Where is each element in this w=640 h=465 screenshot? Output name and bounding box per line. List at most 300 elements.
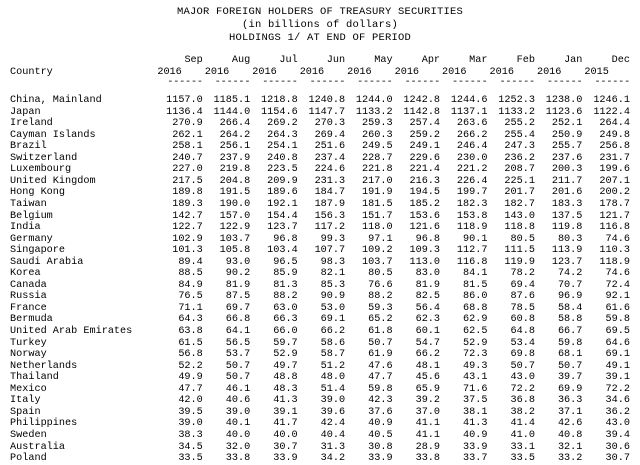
row-value-3: 90.9: [320, 291, 346, 303]
row-value-8: 50.7: [557, 360, 583, 372]
header-country-label: Country: [10, 66, 53, 78]
row-value-5: 229.6: [409, 152, 441, 164]
row-value-6: 43.1: [463, 372, 488, 384]
row-value-8: 40.8: [557, 429, 583, 441]
row-country: France: [10, 302, 47, 314]
row-country: Russia: [10, 291, 47, 303]
header-year-0: 2016: [157, 66, 182, 78]
row-value-2: 88.2: [273, 291, 298, 303]
table-row: [10, 291, 632, 303]
row-value-7: 236.2: [504, 152, 535, 164]
row-value-7: 36.8: [510, 395, 535, 407]
row-value-0: 38.3: [178, 429, 203, 441]
row-value-3: 85.3: [320, 279, 346, 291]
row-value-3: 39.6: [320, 406, 346, 418]
row-value-7: 69.4: [510, 279, 535, 291]
row-value-4: 260.3: [362, 129, 393, 141]
table-row: [10, 118, 632, 130]
row-value-3: 237.4: [314, 152, 346, 164]
row-value-1: 40.0: [225, 429, 251, 441]
row-value-9: 110.3: [599, 245, 630, 257]
row-value-4: 42.3: [368, 395, 393, 407]
row-value-1: 53.7: [225, 349, 251, 361]
row-country: Norway: [10, 349, 47, 361]
row-value-4: 97.1: [368, 233, 393, 245]
row-value-1: 90.2: [225, 268, 251, 280]
row-value-6: 86.0: [463, 291, 488, 303]
row-value-8: 200.3: [551, 164, 583, 176]
table-body: [10, 55, 632, 465]
table-row: [10, 338, 632, 350]
rule-1: ------: [214, 77, 251, 89]
row-value-4: 61.9: [368, 349, 393, 361]
row-value-3: 53.0: [320, 302, 346, 314]
row-value-6: 90.1: [463, 233, 488, 245]
row-country: Korea: [10, 268, 41, 280]
header-country-blank: [10, 55, 157, 67]
row-value-2: 269.2: [267, 118, 298, 130]
row-value-4: 47.6: [368, 360, 393, 372]
row-value-6: 153.8: [456, 210, 488, 222]
row-country: Germany: [10, 233, 53, 245]
row-value-0: 122.7: [172, 222, 203, 234]
row-value-1: 87.5: [225, 291, 251, 303]
row-value-8: 96.9: [557, 291, 583, 303]
row-value-2: 81.3: [273, 279, 298, 291]
table-row: [10, 130, 632, 142]
row-value-7: 50.7: [510, 360, 535, 372]
row-value-6: 41.3: [463, 418, 488, 430]
row-value-8: 237.6: [551, 152, 583, 164]
header-month-2: Jul: [279, 55, 298, 66]
row-value-5: 153.6: [409, 210, 441, 222]
row-value-3: 58.7: [320, 349, 346, 361]
header-year-4: 2016: [347, 66, 372, 78]
rule-8: ------: [546, 77, 583, 89]
row-value-3: 251.6: [314, 141, 346, 153]
header-year-6: 2016: [442, 66, 467, 78]
row-value-3: 99.3: [320, 233, 346, 245]
row-value-0: 189.3: [172, 199, 203, 211]
row-value-5: 37.0: [415, 406, 441, 418]
row-value-5: 66.2: [415, 349, 441, 361]
row-value-1: 46.1: [225, 383, 251, 395]
row-country: Cayman Islands: [10, 129, 96, 141]
row-value-0: 217.5: [172, 175, 203, 187]
row-value-0: 39.0: [178, 418, 203, 430]
table-row: [10, 326, 632, 338]
row-value-2: 189.6: [267, 187, 298, 199]
row-value-2: 33.9: [273, 453, 298, 465]
row-value-5: 1142.8: [403, 106, 441, 118]
row-value-1: 266.4: [219, 118, 251, 130]
row-value-1: 33.8: [225, 453, 251, 465]
row-value-1: 40.6: [225, 395, 251, 407]
row-country: Australia: [10, 441, 66, 453]
row-value-7: 1252.3: [498, 95, 535, 107]
row-value-8: 1123.6: [545, 106, 583, 118]
rule-blank: [10, 78, 157, 88]
table-row: [10, 303, 632, 315]
table-row: [10, 95, 632, 107]
row-country: United Arab Emirates: [10, 326, 133, 338]
row-value-3: 48.0: [320, 372, 346, 384]
row-value-1: 32.0: [225, 441, 251, 453]
row-value-1: 256.1: [219, 141, 251, 153]
row-value-3: 31.3: [320, 441, 346, 453]
table-row: [10, 107, 632, 119]
row-value-0: 270.9: [172, 118, 203, 130]
row-value-5: 121.6: [409, 222, 441, 234]
row-value-4: 30.8: [368, 441, 393, 453]
row-country: Ireland: [10, 118, 53, 130]
row-value-1: 157.0: [219, 210, 251, 222]
document-title-block: [8, 6, 632, 45]
row-value-8: 201.6: [551, 187, 583, 199]
row-value-2: 48.3: [273, 383, 298, 395]
row-value-6: 1137.1: [450, 106, 488, 118]
row-value-1: 39.0: [225, 406, 251, 418]
row-value-9: 1246.1: [593, 95, 630, 107]
row-value-8: 123.7: [551, 256, 583, 268]
row-value-4: 1133.2: [355, 106, 393, 118]
header-month-8: Jan: [564, 55, 583, 66]
header-month-3: Jun: [326, 55, 346, 66]
row-value-4: 76.6: [368, 279, 393, 291]
row-country: India: [10, 222, 41, 234]
rule-2: ------: [262, 77, 298, 89]
row-value-3: 187.9: [314, 199, 346, 211]
row-value-9: 178.7: [599, 199, 630, 211]
row-value-8: 42.6: [557, 418, 583, 430]
table-row: [10, 361, 632, 373]
row-value-2: 254.1: [267, 141, 298, 153]
row-value-5: 257.4: [409, 118, 441, 130]
row-country: Thailand: [10, 372, 59, 384]
row-value-2: 192.1: [267, 199, 298, 211]
table-row: [10, 268, 632, 280]
row-value-3: 51.4: [320, 383, 346, 395]
row-value-1: 81.9: [225, 279, 251, 291]
row-country: Bermuda: [10, 314, 53, 326]
row-value-2: 123.7: [267, 222, 298, 234]
table-row: [10, 349, 632, 361]
row-value-4: 80.5: [368, 268, 393, 280]
row-value-7: 255.4: [504, 129, 535, 141]
row-value-5: 65.9: [415, 383, 441, 395]
row-value-7: 43.0: [510, 372, 535, 384]
row-value-8: 1238.0: [545, 95, 583, 107]
row-value-1: 105.8: [219, 245, 251, 257]
row-value-8: 39.7: [557, 372, 583, 384]
row-value-0: 56.8: [178, 349, 203, 361]
row-value-5: 113.0: [409, 256, 441, 268]
table-row: [10, 153, 632, 165]
row-value-1: 264.2: [219, 129, 251, 141]
row-value-3: 66.2: [320, 326, 346, 338]
row-value-6: 33.9: [463, 441, 488, 453]
table-row: [10, 211, 632, 223]
row-country: Turkey: [10, 337, 47, 349]
row-value-4: 191.9: [362, 187, 393, 199]
row-value-6: 221.2: [456, 164, 488, 176]
header-year-9: 2015: [584, 66, 609, 78]
row-value-0: 142.7: [172, 210, 203, 222]
row-value-1: 93.0: [225, 256, 251, 268]
row-value-6: 33.7: [463, 453, 488, 465]
row-value-0: 33.5: [178, 453, 203, 465]
row-value-1: 190.0: [219, 199, 251, 211]
row-value-7: 208.7: [504, 164, 535, 176]
row-value-3: 269.4: [314, 129, 346, 141]
header-year-2: 2016: [252, 66, 277, 78]
header-month-6: Mar: [469, 55, 488, 66]
row-value-9: 61.6: [605, 302, 630, 314]
rule-4: ------: [357, 77, 393, 89]
row-value-8: 36.3: [557, 395, 583, 407]
row-country: Sweden: [10, 429, 47, 441]
row-value-7: 255.2: [504, 118, 535, 130]
row-value-7: 182.7: [504, 199, 535, 211]
row-value-6: 71.6: [463, 383, 488, 395]
row-value-4: 103.7: [362, 256, 393, 268]
table-row: [10, 407, 632, 419]
row-value-7: 53.4: [510, 337, 535, 349]
row-value-7: 33.5: [510, 453, 535, 465]
row-country: Hong Kong: [10, 187, 66, 199]
row-value-9: 231.7: [599, 152, 630, 164]
row-value-9: 199.6: [599, 164, 630, 176]
row-value-1: 50.7: [225, 372, 251, 384]
row-value-0: 64.3: [178, 314, 203, 326]
table-row: [10, 430, 632, 442]
row-value-9: 249.8: [599, 129, 630, 141]
row-value-6: 49.3: [463, 360, 488, 372]
row-value-8: 33.2: [557, 453, 583, 465]
row-value-6: 40.9: [463, 429, 488, 441]
row-value-4: 88.2: [368, 291, 393, 303]
rule-3: ------: [309, 77, 346, 89]
header-year-5: 2016: [394, 66, 420, 78]
row-value-5: 96.8: [415, 233, 441, 245]
row-value-6: 266.2: [456, 129, 488, 141]
row-value-7: 143.0: [504, 210, 535, 222]
table-row: [10, 234, 632, 246]
row-value-5: 41.1: [415, 429, 441, 441]
row-value-5: 82.5: [415, 291, 441, 303]
row-country: China, Mainland: [10, 95, 102, 107]
row-value-4: 109.2: [362, 245, 393, 257]
row-value-9: 59.8: [605, 314, 630, 326]
row-value-6: 182.3: [456, 199, 488, 211]
header-row-month: [10, 55, 632, 67]
row-value-3: 34.2: [320, 453, 346, 465]
row-value-6: 62.9: [463, 314, 488, 326]
row-value-2: 103.4: [267, 245, 298, 257]
row-value-7: 80.5: [510, 233, 535, 245]
spacer-cell: [10, 88, 632, 95]
row-country: Brazil: [10, 141, 47, 153]
header-rule-row: [10, 78, 632, 88]
table-row: [10, 164, 632, 176]
row-value-6: 230.0: [456, 152, 488, 164]
row-value-9: 72.2: [605, 383, 630, 395]
rule-5: ------: [404, 77, 441, 89]
row-value-5: 56.4: [415, 302, 441, 314]
row-value-0: 262.1: [172, 129, 203, 141]
row-value-1: 66.8: [225, 314, 251, 326]
row-value-9: 74.6: [605, 233, 630, 245]
row-value-9: 34.6: [605, 395, 630, 407]
row-value-6: 116.8: [456, 256, 488, 268]
row-value-2: 96.8: [273, 233, 298, 245]
row-value-5: 216.3: [409, 175, 441, 187]
row-value-9: 39.4: [605, 429, 630, 441]
row-value-6: 246.4: [456, 141, 488, 153]
row-value-4: 40.9: [368, 418, 393, 430]
row-country: Spain: [10, 406, 41, 418]
row-value-7: 119.9: [504, 256, 535, 268]
row-value-1: 219.8: [219, 164, 251, 176]
row-country: Mexico: [10, 383, 47, 395]
row-value-0: 258.1: [172, 141, 203, 153]
table-row: [10, 141, 632, 153]
row-value-8: 59.8: [557, 337, 583, 349]
row-value-2: 30.7: [273, 441, 298, 453]
row-value-3: 1240.8: [308, 95, 346, 107]
row-value-4: 59.3: [368, 302, 393, 314]
row-value-6: 81.5: [463, 279, 488, 291]
row-value-5: 259.2: [409, 129, 441, 141]
row-value-0: 89.4: [178, 256, 203, 268]
row-value-1: 191.5: [219, 187, 251, 199]
table-row: [10, 245, 632, 257]
row-value-2: 59.7: [273, 337, 298, 349]
row-value-8: 183.3: [551, 199, 583, 211]
row-value-1: 40.1: [225, 418, 251, 430]
header-spacer-row: [10, 88, 632, 95]
row-value-9: 39.1: [605, 372, 630, 384]
row-value-7: 64.8: [510, 326, 535, 338]
row-value-5: 45.6: [415, 372, 441, 384]
row-value-5: 62.3: [415, 314, 441, 326]
row-value-1: 69.7: [225, 302, 251, 314]
row-value-9: 121.7: [599, 210, 630, 222]
row-value-9: 118.9: [599, 256, 630, 268]
row-value-2: 41.7: [273, 418, 298, 430]
table-row: [10, 384, 632, 396]
row-value-3: 117.2: [314, 222, 346, 234]
rule-6: ------: [452, 77, 488, 89]
row-value-2: 85.9: [273, 268, 298, 280]
row-value-6: 37.5: [463, 395, 488, 407]
row-value-0: 61.5: [178, 337, 203, 349]
table-row: [10, 453, 632, 465]
row-value-5: 81.9: [415, 279, 441, 291]
row-value-2: 96.5: [273, 256, 298, 268]
row-value-3: 98.3: [320, 256, 346, 268]
row-value-9: 36.2: [605, 406, 630, 418]
table-row: [10, 187, 632, 199]
row-value-0: 71.1: [178, 302, 203, 314]
row-value-1: 64.1: [225, 326, 251, 338]
row-value-3: 40.4: [320, 429, 346, 441]
row-value-7: 225.1: [504, 175, 535, 187]
row-value-2: 1154.6: [261, 106, 298, 118]
row-value-7: 41.4: [510, 418, 535, 430]
row-value-3: 42.4: [320, 418, 346, 430]
row-value-0: 88.5: [178, 268, 203, 280]
row-value-4: 228.7: [362, 152, 393, 164]
row-value-7: 247.3: [504, 141, 535, 153]
row-value-5: 48.1: [415, 360, 441, 372]
row-value-4: 151.7: [362, 210, 393, 222]
row-value-4: 181.5: [362, 199, 393, 211]
row-value-0: 63.8: [178, 326, 203, 338]
row-value-2: 209.9: [267, 175, 298, 187]
title-line-1: MAJOR FOREIGN HOLDERS OF TREASURY SECURITIES: [176, 6, 464, 18]
row-value-8: 32.1: [557, 441, 583, 453]
header-month-1: Aug: [231, 55, 251, 66]
row-value-1: 56.5: [225, 337, 251, 349]
row-value-4: 65.2: [368, 314, 393, 326]
row-value-9: 43.0: [605, 418, 630, 430]
row-value-8: 119.8: [551, 222, 583, 234]
rule-9: ------: [594, 77, 630, 89]
row-value-7: 33.1: [510, 441, 535, 453]
row-value-9: 30.6: [605, 441, 630, 453]
row-value-0: 76.5: [178, 291, 203, 303]
row-value-3: 107.7: [314, 245, 346, 257]
row-value-5: 1242.8: [403, 95, 441, 107]
row-value-8: 250.9: [551, 129, 583, 141]
table-row: [10, 176, 632, 188]
row-value-5: 109.3: [409, 245, 441, 257]
header-year-1: 2016: [204, 66, 230, 78]
header-year-3: 2016: [299, 66, 325, 78]
row-value-6: 72.3: [463, 349, 488, 361]
row-value-7: 60.8: [510, 314, 535, 326]
row-value-5: 41.1: [415, 418, 441, 430]
row-value-5: 221.4: [409, 164, 441, 176]
row-value-1: 1185.1: [213, 95, 251, 107]
row-value-6: 68.8: [463, 302, 488, 314]
row-value-2: 154.4: [267, 210, 298, 222]
row-country: Belgium: [10, 210, 53, 222]
row-value-5: 39.2: [415, 395, 441, 407]
row-value-9: 74.6: [605, 268, 630, 280]
row-value-1: 1144.0: [213, 106, 251, 118]
header-year-7: 2016: [489, 66, 514, 78]
row-value-8: 58.4: [557, 302, 583, 314]
row-country: Japan: [10, 106, 41, 118]
row-value-8: 70.7: [557, 279, 583, 291]
row-value-8: 80.3: [557, 233, 583, 245]
row-value-9: 1122.4: [593, 106, 630, 118]
row-value-0: 101.3: [172, 245, 203, 257]
row-country: Saudi Arabia: [10, 256, 84, 268]
row-value-1: 204.8: [219, 175, 251, 187]
header-month-7: Feb: [516, 55, 535, 66]
row-country: Canada: [10, 279, 47, 291]
header-month-4: May: [374, 55, 393, 66]
row-value-4: 259.3: [362, 118, 393, 130]
row-value-4: 118.0: [362, 222, 393, 234]
row-value-3: 184.7: [314, 187, 346, 199]
row-value-2: 48.8: [273, 372, 298, 384]
row-value-2: 1218.8: [261, 95, 298, 107]
header-month-5: Apr: [421, 55, 441, 66]
